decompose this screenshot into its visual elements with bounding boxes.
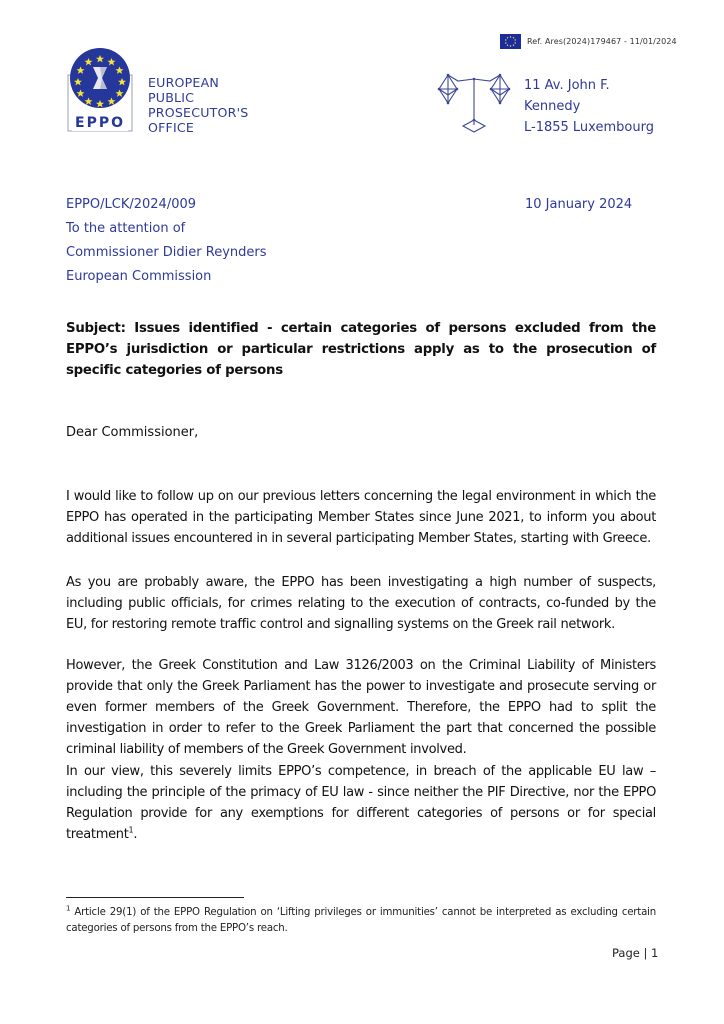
recipient-line: To the attention of <box>66 221 186 236</box>
body-paragraph-text: However, the Greek Constitution and Law 3126/2003 on the Criminal Liability of Ministers provide that only the Greek Parliament has the power to investigate and prosecute serving or even former members of the Greek Government. Therefore, the EPPO had to split the investigation in order to refer to the Greek Parliament the part that concerned the possible criminal liability of members of the Greek Government involved. <box>66 658 656 757</box>
eu-flag-icon <box>500 34 521 49</box>
body-paragraph-text: As you are probably aware, the EPPO has been investigating a high number of suspects, including public officials, for crimes relating to the execution of contracts, co-funded by the EU, for restoring remote traffic control and signalling systems on the Greek rail network. <box>66 575 656 632</box>
address-line: 11 Av. John F. <box>524 78 610 93</box>
eppo-logo-icon <box>66 45 148 135</box>
office-address <box>524 75 654 138</box>
body-paragraph <box>66 761 656 845</box>
address-line: Kennedy <box>524 99 581 114</box>
footnote <box>66 905 656 937</box>
ares-reference-stamp <box>500 34 677 49</box>
body-paragraph <box>66 486 656 549</box>
letter-date: 10 January 2024 <box>525 197 633 212</box>
organization-name-line: PUBLIC <box>148 90 195 105</box>
footnote-reference[interactable]: 1 <box>128 825 134 835</box>
organization-name-line: PROSECUTOR'S <box>148 105 249 120</box>
organization-name-line: OFFICE <box>148 120 195 135</box>
ares-reference-text: Ref. Ares(2024)179467 - 11/01/2024 <box>527 37 677 46</box>
scales-of-justice-icon <box>436 73 516 139</box>
body-paragraph-text: I would like to follow up on our previous letters concerning the legal environment in which the EPPO has operated in the participating Member States since June 2021, to inform you about additional issues encountered in in several participating Member States, starting with Greece. <box>66 489 656 546</box>
recipient-line: Commissioner Didier Reynders <box>66 245 267 260</box>
body-paragraph <box>66 655 656 760</box>
body-paragraph-text-main: In our view, this severely limits EPPO’s competence, in breach of the applicable EU law – including the principle of the primacy of EU law - since neither the PIF Directive, nor the EPPO Regulation provide for any exemptions for different categories of persons or for special treatment <box>66 764 656 842</box>
body-paragraph-text <box>66 761 656 845</box>
organization-name <box>148 75 248 135</box>
organization-name-line: EUROPEAN <box>148 75 220 90</box>
footnote-text: Article 29(1) of the EPPO Regulation on ‘Lifting privileges or immunities’ cannot be interpreted as excluding certain categories of persons from the EPPO’s reach. <box>66 907 656 934</box>
paragraph-end-punctuation: . <box>133 827 138 842</box>
body-paragraph <box>66 572 656 635</box>
footnote-separator <box>66 897 244 898</box>
letter-subject: Subject: Issues identified - certain categories of persons excluded from the EPPO’s jurisdiction or particular restrictions apply as to the prosecution of specific categories of persons <box>66 321 656 378</box>
recipient-block <box>66 193 267 289</box>
salutation: Dear Commissioner, <box>66 425 199 440</box>
svg-text:EPPO: EPPO <box>75 115 125 131</box>
footnote-marker: 1 <box>66 904 71 913</box>
letter-reference: EPPO/LCK/2024/009 <box>66 197 197 212</box>
address-line: L-1855 Luxembourg <box>524 120 654 135</box>
recipient-line: European Commission <box>66 269 212 284</box>
page-number: Page | 1 <box>612 946 659 960</box>
